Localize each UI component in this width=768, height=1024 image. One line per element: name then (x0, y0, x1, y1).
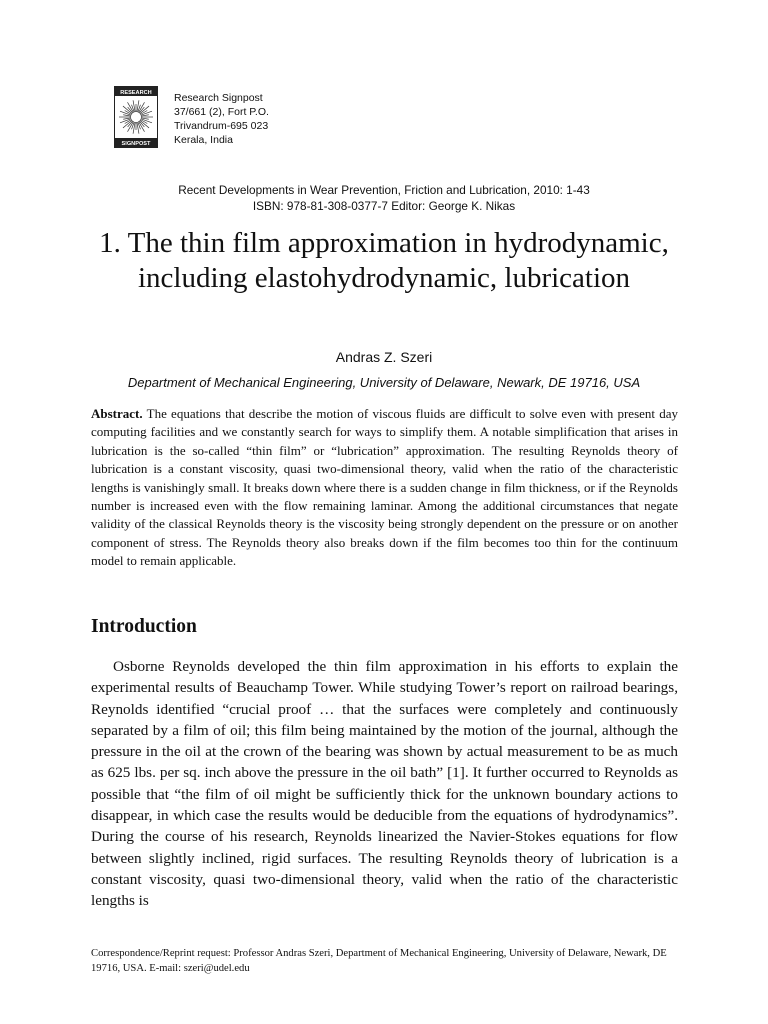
research-signpost-logo (114, 86, 158, 148)
author-affiliation: Department of Mechanical Engineering, University of Delaware, Newark, DE 19716, USA (127, 375, 641, 390)
logo-bottom-text: SIGNPOST (121, 140, 151, 147)
abstract-label: Abstract. (91, 406, 143, 421)
logo-top-text: RESEARCH (120, 89, 152, 96)
isbn-editor: ISBN: 978-81-308-0377-7 Editor: George K. Nikas (252, 199, 516, 213)
abstract (91, 405, 678, 571)
section-heading: Introduction (91, 616, 197, 637)
series-info (0, 182, 768, 214)
paper-title: 1. The thin film approximation in hydrodynamic, including elastohydrodynamic, lubrication (99, 227, 669, 294)
publisher-block (114, 86, 414, 152)
series-title: Recent Developments in Wear Prevention, Friction and Lubrication, 2010: 1-43 (178, 183, 590, 197)
correspondence-footnote: Correspondence/Reprint request: Professor Andras Szeri, Department of Mechanical Engineering, University of Delaware, Newark, DE 19716, USA. E-mail: szeri@udel.edu (91, 948, 667, 974)
signpost-sunburst-icon (115, 87, 157, 147)
publisher-address (174, 91, 269, 147)
publisher-address-line: Kerala, India (174, 134, 233, 146)
abstract-text: The equations that describe the motion of viscous fluids are difficult to solve even with present day computing facilities and we constantly search for ways to simplify them. A notable simplification that arises in lubrication is the so-called “thin film” or “lubrication” approximation. The resulting Reynolds theory of lubrication is a constant viscosity, quasi two-dimensional theory, valid when the ratio of the characteristic lengths is vanishingly small. It breaks down where there is a sudden change in film thickness, or if the Reynolds number is increased even with the flow remaining laminar. Among the additional circumstances that negate validity of the classical Reynolds theory is the viscosity being strongly dependent on the pressure or on another component of stress. The Reynolds theory also breaks down if the film becomes too thin for the continuum model to remain applicable. (91, 406, 678, 569)
publisher-address-line: Trivandrum-695 023 (174, 120, 269, 132)
publisher-address-line: 37/661 (2), Fort P.O. (174, 106, 269, 118)
publisher-name: Research Signpost (174, 92, 263, 104)
body-paragraph: Osborne Reynolds developed the thin film approximation in his efforts to explain the experimental results of Beauchamp Tower. While studying Tower’s report on railroad bearings, Reynolds identified “crucial proof … that the surfaces were completely and continuously separated by a film of oil; this film being maintained by the motion of the journal, although the pressure in the oil at the crown of the bearing was shown by actual measurement to be as much as 625 lbs. per sq. inch above the pressure in the oil bath” [1]. It further occurred to Reynolds as possible that “the film of oil might be sufficiently thick for the unknown boundary actions to disappear, in which case the results would be deducible from the equations of hydrodynamics”. During the course of his research, Reynolds linearized the Navier-Stokes equations for flow between slightly inclined, rigid surfaces. The resulting Reynolds theory of lubrication is a constant viscosity, quasi two-dimensional theory, valid when the ratio of the characteristic lengths is (91, 658, 678, 910)
author-name: Andras Z. Szeri (335, 349, 433, 365)
